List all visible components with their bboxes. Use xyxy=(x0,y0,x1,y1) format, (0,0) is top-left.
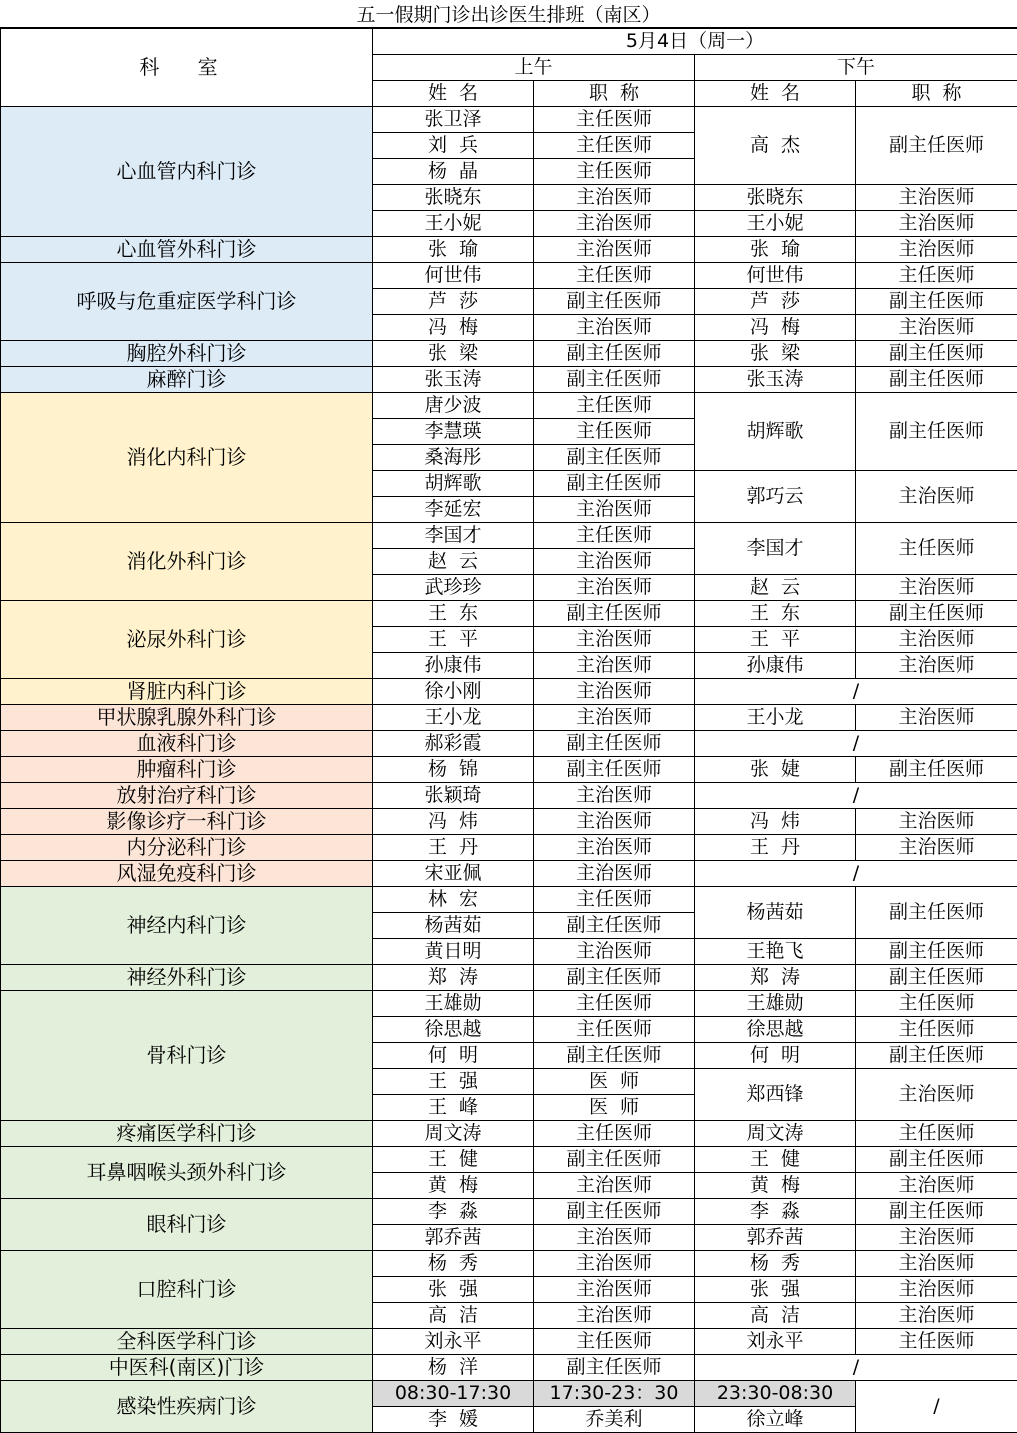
am-name: 何世伟 xyxy=(373,263,534,289)
pm-title: 主治医师 xyxy=(856,1069,1017,1121)
am-name: 赵 云 xyxy=(373,549,534,575)
am-title: 医 师 xyxy=(534,1069,695,1095)
am-title: 主任医师 xyxy=(534,107,695,133)
pm-name: 何 明 xyxy=(695,1043,856,1069)
pm-name: 芦 莎 xyxy=(695,289,856,315)
pm-title: 主治医师 xyxy=(856,835,1017,861)
pm-title: 主任医师 xyxy=(856,1329,1017,1355)
pm-name: 王 健 xyxy=(695,1147,856,1173)
am-name: 郭乔茜 xyxy=(373,1225,534,1251)
pm-name: 胡辉歌 xyxy=(695,393,856,471)
dept-cell: 神经内科门诊 xyxy=(1,887,373,965)
pm-name: 赵 云 xyxy=(695,575,856,601)
am-name: 杨 晶 xyxy=(373,159,534,185)
am-name: 张 梁 xyxy=(373,341,534,367)
am-header: 上午 xyxy=(373,55,695,81)
am-title: 副主任医师 xyxy=(534,1043,695,1069)
dept-cell: 肿瘤科门诊 xyxy=(1,757,373,783)
pm-title: 主任医师 xyxy=(856,1121,1017,1147)
am-name: 胡辉歌 xyxy=(373,471,534,497)
am-name: 何 明 xyxy=(373,1043,534,1069)
pm-title: 主治医师 xyxy=(856,315,1017,341)
dept-cell: 甲状腺乳腺外科门诊 xyxy=(1,705,373,731)
dept-cell: 影像诊疗一科门诊 xyxy=(1,809,373,835)
am-name: 徐小刚 xyxy=(373,679,534,705)
am-title: 副主任医师 xyxy=(534,913,695,939)
pm-name: 郭乔茜 xyxy=(695,1225,856,1251)
am-title: 主任医师 xyxy=(534,419,695,445)
pm-title: 主治医师 xyxy=(856,653,1017,679)
am-title: 主任医师 xyxy=(534,393,695,419)
pm-title: 副主任医师 xyxy=(856,367,1017,393)
am-name: 杨 锦 xyxy=(373,757,534,783)
am-name: 张晓东 xyxy=(373,185,534,211)
dept-cell: 神经外科门诊 xyxy=(1,965,373,991)
am-name: 徐思越 xyxy=(373,1017,534,1043)
am-title: 主治医师 xyxy=(534,861,695,887)
am-title: 主任医师 xyxy=(534,1121,695,1147)
am-title: 主治医师 xyxy=(534,783,695,809)
pm-name: 李国才 xyxy=(695,523,856,575)
pm-name: 徐思越 xyxy=(695,1017,856,1043)
pm-title: 主治医师 xyxy=(856,237,1017,263)
am-title: 主治医师 xyxy=(534,1303,695,1329)
dept-cell: 呼吸与危重症医学科门诊 xyxy=(1,263,373,341)
dept-cell: 风湿免疫科门诊 xyxy=(1,861,373,887)
am-name: 刘 兵 xyxy=(373,133,534,159)
dept-cell: 中医科(南区)门诊 xyxy=(1,1355,373,1381)
am-title-header: 职 称 xyxy=(534,81,695,107)
pm-name: 高 杰 xyxy=(695,107,856,185)
am-title: 主任医师 xyxy=(534,1017,695,1043)
am-name: 孙康伟 xyxy=(373,653,534,679)
date-header: 5月4日（周一） xyxy=(373,29,1017,55)
am-name: 王小妮 xyxy=(373,211,534,237)
pm-title: 主治医师 xyxy=(856,575,1017,601)
pm-title: 主治医师 xyxy=(856,211,1017,237)
am-name: 杨茜茹 xyxy=(373,913,534,939)
am-name: 黄日明 xyxy=(373,939,534,965)
pm-title: 副主任医师 xyxy=(856,341,1017,367)
am-title: 副主任医师 xyxy=(534,757,695,783)
pm-title: 副主任医师 xyxy=(856,393,1017,471)
am-title: 主治医师 xyxy=(534,211,695,237)
am-title: 主任医师 xyxy=(534,133,695,159)
pm-name: 冯 炜 xyxy=(695,809,856,835)
shift-time: 23:30-08:30 xyxy=(695,1381,856,1407)
am-title: 主治医师 xyxy=(534,653,695,679)
page-title: 五一假期门诊出诊医生排班（南区） xyxy=(0,0,1017,28)
pm-name: 张玉涛 xyxy=(695,367,856,393)
pm-title: 主治医师 xyxy=(856,1303,1017,1329)
am-title: 主治医师 xyxy=(534,575,695,601)
pm-name: 周文涛 xyxy=(695,1121,856,1147)
dept-cell: 麻醉门诊 xyxy=(1,367,373,393)
am-name: 杨 洋 xyxy=(373,1355,534,1381)
pm-name: 张 瑜 xyxy=(695,237,856,263)
shift-time: 17:30-23：30 xyxy=(534,1381,695,1407)
pm-title: 主治医师 xyxy=(856,705,1017,731)
dept-cell: 内分泌科门诊 xyxy=(1,835,373,861)
am-name: 王 强 xyxy=(373,1069,534,1095)
am-name: 宋亚佩 xyxy=(373,861,534,887)
am-name: 王 东 xyxy=(373,601,534,627)
dept-cell: 口腔科门诊 xyxy=(1,1251,373,1329)
pm-name: 郑西锋 xyxy=(695,1069,856,1121)
am-title: 副主任医师 xyxy=(534,601,695,627)
pm-name: 王小妮 xyxy=(695,211,856,237)
dept-cell: 心血管内科门诊 xyxy=(1,107,373,237)
dept-cell: 血液科门诊 xyxy=(1,731,373,757)
am-name: 张 瑜 xyxy=(373,237,534,263)
am-name: 周文涛 xyxy=(373,1121,534,1147)
am-name: 张 强 xyxy=(373,1277,534,1303)
pm-none: / xyxy=(695,679,1017,705)
am-title: 主治医师 xyxy=(534,1277,695,1303)
am-title: 主治医师 xyxy=(534,939,695,965)
schedule-table xyxy=(0,28,1017,1433)
pm-title: 副主任医师 xyxy=(856,107,1017,185)
pm-title-header: 职 称 xyxy=(856,81,1017,107)
pm-header: 下午 xyxy=(695,55,1017,81)
pm-title: 副主任医师 xyxy=(856,1147,1017,1173)
am-name: 李延宏 xyxy=(373,497,534,523)
am-title: 主治医师 xyxy=(534,1173,695,1199)
pm-title: 主治医师 xyxy=(856,627,1017,653)
pm-title: 主任医师 xyxy=(856,991,1017,1017)
dept-cell: 消化内科门诊 xyxy=(1,393,373,523)
dept-cell: 疼痛医学科门诊 xyxy=(1,1121,373,1147)
am-title: 主治医师 xyxy=(534,705,695,731)
am-name: 王 丹 xyxy=(373,835,534,861)
am-title: 副主任医师 xyxy=(534,289,695,315)
pm-title: 主任医师 xyxy=(856,1017,1017,1043)
dept-cell: 感染性疾病门诊 xyxy=(1,1381,373,1433)
pm-title: 主治医师 xyxy=(856,1225,1017,1251)
dept-cell: 胸腔外科门诊 xyxy=(1,341,373,367)
pm-title: 副主任医师 xyxy=(856,965,1017,991)
dept-cell: 心血管外科门诊 xyxy=(1,237,373,263)
pm-title: 主任医师 xyxy=(856,523,1017,575)
dept-cell: 眼科门诊 xyxy=(1,1199,373,1251)
am-title: 副主任医师 xyxy=(534,1147,695,1173)
pm-title: 主治医师 xyxy=(856,471,1017,523)
am-name: 王雄勋 xyxy=(373,991,534,1017)
am-title: 主治医师 xyxy=(534,315,695,341)
am-name: 张玉涛 xyxy=(373,367,534,393)
am-title: 医 师 xyxy=(534,1095,695,1121)
pm-title: 副主任医师 xyxy=(856,601,1017,627)
dept-cell: 消化外科门诊 xyxy=(1,523,373,601)
am-title: 主任医师 xyxy=(534,263,695,289)
am-title: 副主任医师 xyxy=(534,731,695,757)
dept-cell: 放射治疗科门诊 xyxy=(1,783,373,809)
pm-none: / xyxy=(695,861,1017,887)
am-title: 主任医师 xyxy=(534,991,695,1017)
am-name: 武珍珍 xyxy=(373,575,534,601)
dept-cell: 肾脏内科门诊 xyxy=(1,679,373,705)
am-name: 王 平 xyxy=(373,627,534,653)
shift-doctor: 乔美利 xyxy=(534,1407,695,1433)
pm-name: 何世伟 xyxy=(695,263,856,289)
am-title: 副主任医师 xyxy=(534,367,695,393)
pm-title: 副主任医师 xyxy=(856,939,1017,965)
dept-cell: 耳鼻咽喉头颈外科门诊 xyxy=(1,1147,373,1199)
am-title: 主治医师 xyxy=(534,679,695,705)
pm-name: 王艳飞 xyxy=(695,939,856,965)
pm-name: 郭巧云 xyxy=(695,471,856,523)
pm-name: 王 丹 xyxy=(695,835,856,861)
pm-title: 副主任医师 xyxy=(856,757,1017,783)
pm-name: 黄 梅 xyxy=(695,1173,856,1199)
am-title: 主治医师 xyxy=(534,549,695,575)
pm-name: 冯 梅 xyxy=(695,315,856,341)
am-title: 主治医师 xyxy=(534,627,695,653)
am-name: 林 宏 xyxy=(373,887,534,913)
pm-name: 张 强 xyxy=(695,1277,856,1303)
pm-none: / xyxy=(856,1381,1017,1433)
pm-name: 刘永平 xyxy=(695,1329,856,1355)
dept-header: 科 室 xyxy=(1,29,373,107)
pm-title: 副主任医师 xyxy=(856,289,1017,315)
pm-name: 王小龙 xyxy=(695,705,856,731)
pm-none: / xyxy=(695,783,1017,809)
am-name: 张卫泽 xyxy=(373,107,534,133)
pm-name: 李 淼 xyxy=(695,1199,856,1225)
am-name: 王 峰 xyxy=(373,1095,534,1121)
pm-name: 高 洁 xyxy=(695,1303,856,1329)
pm-title: 主任医师 xyxy=(856,263,1017,289)
shift-doctor: 徐立峰 xyxy=(695,1407,856,1433)
am-name: 郑 涛 xyxy=(373,965,534,991)
am-title: 主任医师 xyxy=(534,887,695,913)
pm-title: 副主任医师 xyxy=(856,1199,1017,1225)
pm-title: 主治医师 xyxy=(856,185,1017,211)
am-name-header: 姓 名 xyxy=(373,81,534,107)
am-name: 高 洁 xyxy=(373,1303,534,1329)
am-title: 主任医师 xyxy=(534,1329,695,1355)
pm-name: 王雄勋 xyxy=(695,991,856,1017)
pm-none: / xyxy=(695,1355,1017,1381)
am-title: 副主任医师 xyxy=(534,341,695,367)
dept-cell: 泌尿外科门诊 xyxy=(1,601,373,679)
am-name: 郝彩霞 xyxy=(373,731,534,757)
dept-cell: 骨科门诊 xyxy=(1,991,373,1121)
pm-title: 主治医师 xyxy=(856,809,1017,835)
am-name: 唐少波 xyxy=(373,393,534,419)
pm-name: 张 梁 xyxy=(695,341,856,367)
am-title: 主任医师 xyxy=(534,523,695,549)
pm-name: 王 东 xyxy=(695,601,856,627)
am-name: 王小龙 xyxy=(373,705,534,731)
am-title: 主治医师 xyxy=(534,1225,695,1251)
pm-title: 主治医师 xyxy=(856,1251,1017,1277)
am-name: 芦 莎 xyxy=(373,289,534,315)
am-title: 副主任医师 xyxy=(534,1355,695,1381)
pm-name: 张晓东 xyxy=(695,185,856,211)
am-name: 黄 梅 xyxy=(373,1173,534,1199)
am-title: 主治医师 xyxy=(534,497,695,523)
am-name: 冯 梅 xyxy=(373,315,534,341)
am-name: 李慧瑛 xyxy=(373,419,534,445)
am-title: 副主任医师 xyxy=(534,1199,695,1225)
am-title: 副主任医师 xyxy=(534,471,695,497)
am-name: 冯 炜 xyxy=(373,809,534,835)
pm-name: 杨 秀 xyxy=(695,1251,856,1277)
am-name: 王 健 xyxy=(373,1147,534,1173)
pm-name: 孙康伟 xyxy=(695,653,856,679)
am-name: 刘永平 xyxy=(373,1329,534,1355)
am-title: 副主任医师 xyxy=(534,445,695,471)
pm-title: 主治医师 xyxy=(856,1173,1017,1199)
pm-name: 王 平 xyxy=(695,627,856,653)
pm-title: 副主任医师 xyxy=(856,1043,1017,1069)
am-title: 主任医师 xyxy=(534,159,695,185)
am-name: 张颖琦 xyxy=(373,783,534,809)
am-title: 主治医师 xyxy=(534,185,695,211)
pm-none: / xyxy=(695,731,1017,757)
am-title: 主治医师 xyxy=(534,237,695,263)
pm-name: 郑 涛 xyxy=(695,965,856,991)
am-name: 李 淼 xyxy=(373,1199,534,1225)
pm-name: 张 婕 xyxy=(695,757,856,783)
am-name: 李国才 xyxy=(373,523,534,549)
dept-cell: 全科医学科门诊 xyxy=(1,1329,373,1355)
shift-time: 08:30-17:30 xyxy=(373,1381,534,1407)
am-title: 主治医师 xyxy=(534,835,695,861)
am-name: 杨 秀 xyxy=(373,1251,534,1277)
am-name: 桑海彤 xyxy=(373,445,534,471)
pm-name-header: 姓 名 xyxy=(695,81,856,107)
pm-title: 主治医师 xyxy=(856,1277,1017,1303)
shift-doctor: 李 媛 xyxy=(373,1407,534,1433)
am-title: 主治医师 xyxy=(534,1251,695,1277)
am-title: 副主任医师 xyxy=(534,965,695,991)
pm-title: 副主任医师 xyxy=(856,887,1017,939)
pm-name: 杨茜茹 xyxy=(695,887,856,939)
am-title: 主治医师 xyxy=(534,809,695,835)
